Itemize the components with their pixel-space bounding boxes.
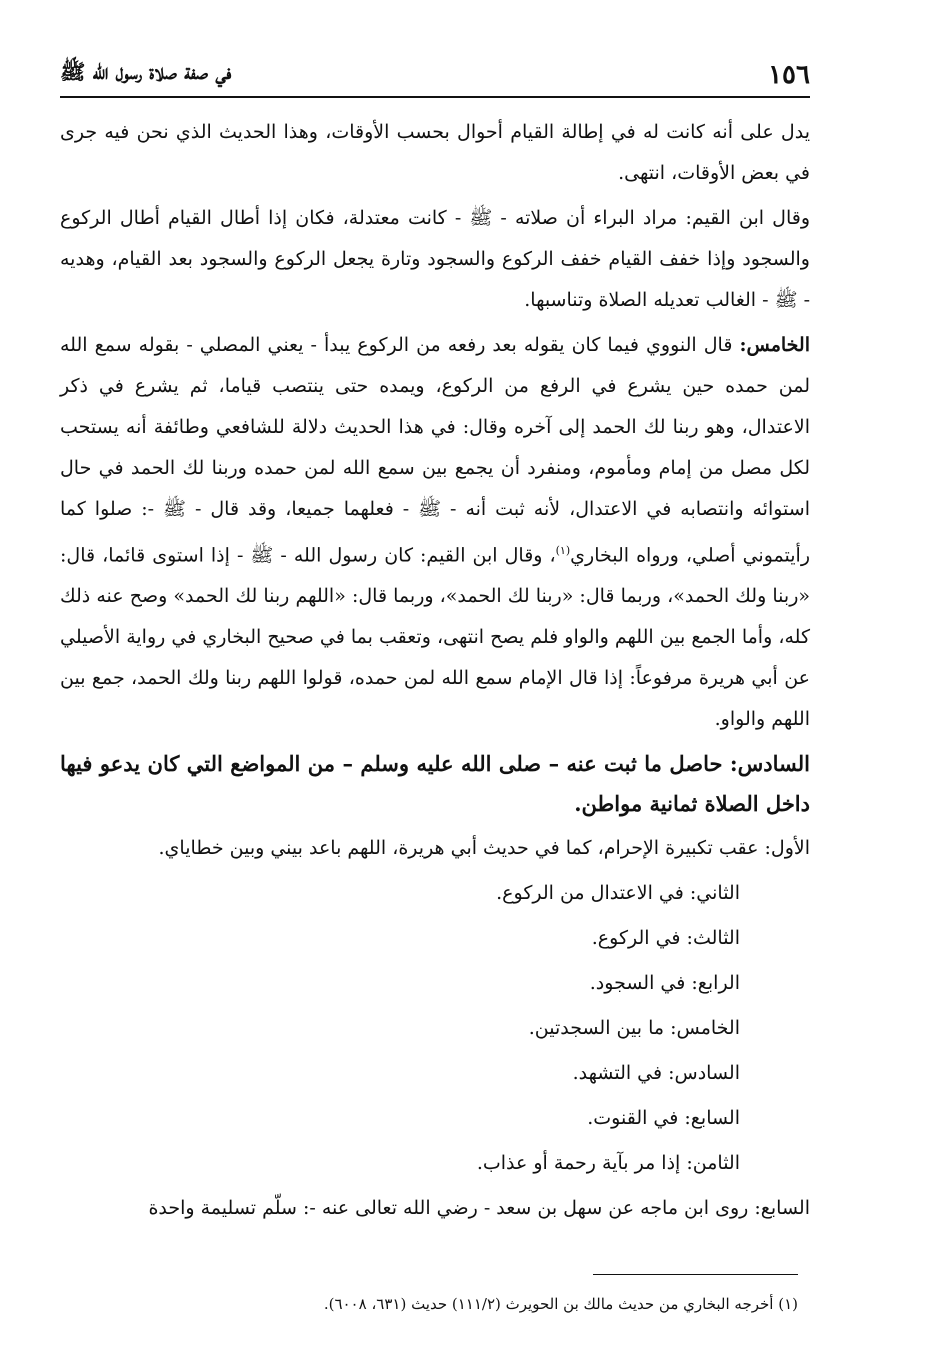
document-page bbox=[60, 38, 810, 1338]
list-item: السابع: في القنوت. bbox=[587, 1107, 740, 1130]
list bbox=[60, 873, 810, 1184]
list-item: الخامس: ما بين السجدتين. bbox=[528, 1017, 740, 1040]
running-title: في صفة صلاة رسول الله ﷺ bbox=[60, 59, 232, 84]
section-lead: الخامس: bbox=[739, 334, 810, 356]
footnote-divider bbox=[593, 1274, 798, 1275]
paragraph: السابع: روى ابن ماجه عن سهل بن سعد - رضي الله تعالى عنه -: سلّم تسليمة واحدة bbox=[148, 1197, 810, 1220]
paragraph-text: ، وقال ابن القيم: كان رسول الله - ﷺ - إذا استوى قائما، قال: «ربنا ولك الحمد»، وربما قال: «ربنا لك الحمد»، وربما قال: «اللهم ربنا لك الحمد» وصح عنه ذلك كله، وأما الجمع بين اللهم والواو فلم يصح انتهى، وتعقب بما في صحيح البخاري في رواية الأصيلي عن أبي هريرة مرفوعاً: إذا قال الإمام سمع الله لمن حمده، قولوا اللهم ربنا ولك الحمد، جمع بين اللهم والواو. bbox=[60, 544, 810, 731]
running-header bbox=[60, 38, 810, 98]
body-text bbox=[60, 112, 810, 1229]
paragraph: وقال ابن القيم: مراد البراء أن صلاته - ﷺ - كانت معتدلة، فكان إذا أطال القيام أطال الركوع والسجود وإذا خفف القيام خفف الركوع والسجود وتارة يجعل الركوع والسجود بعد القيام، وهديه - ﷺ - الغالب تعديله الصلاة وتناسبها. bbox=[60, 207, 810, 311]
list-item: الثاني: في الاعتدال من الركوع. bbox=[496, 882, 740, 905]
paragraph: يدل على أنه كانت له في إطالة القيام أحوال بحسب الأوقات، وهذا الحديث الذي نحن فيه جرى في بعض الأوقات، انتهى. bbox=[60, 121, 810, 184]
emphasized-paragraph: السادس: حاصل ما ثبت عنه – صلى الله عليه وسلم – من المواضع التي كان يدعو فيها داخل الصلاة ثمانية مواطن. bbox=[60, 751, 810, 817]
footnote-marker: (١) bbox=[555, 544, 571, 557]
paragraph-text: قال النووي فيما كان يقوله بعد رفعه من الركوع يبدأ - يعني المصلي - بقوله سمع الله لمن حمده حين يشرع في الرفع من الركوع، ويمده حتى ينتصب قياما، ثم يشرع في ذكر الاعتدال، وهو ربنا لك الحمد إلى آخره وقال: في هذا الحديث دلالة للشافعي وطائفة أنه يستحب لكل مصل من إمام ومأموم، ومنفرد أن يجمع بين سمع الله لمن حمده وربنا لك الحمد في حال استوائه وانتصابه في الاعتدال، لأنه ثبت أنه - ﷺ - فعلهما جميعا، وقد قال - ﷺ -: صلوا كما رأيتموني أصلي، ورواه البخاري bbox=[60, 334, 810, 567]
footnote: (١) أخرجه البخاري من حديث مالك بن الحويرث (١١١/٢) حديث (٦٣١، ٦٠٠٨). bbox=[323, 1295, 798, 1313]
list-item: الثامن: إذا مر بآية رحمة أو عذاب. bbox=[476, 1152, 740, 1175]
paragraph: الأول: عقب تكبيرة الإحرام، كما في حديث أبي هريرة، اللهم باعد بيني وبين خطاياي. bbox=[158, 837, 810, 860]
paragraph bbox=[60, 325, 810, 740]
page-number: ١٥٦ bbox=[768, 60, 810, 90]
list-item: الرابع: في السجود. bbox=[589, 972, 740, 995]
list-item: السادس: في التشهد. bbox=[572, 1062, 740, 1085]
list-item: الثالث: في الركوع. bbox=[591, 927, 740, 950]
